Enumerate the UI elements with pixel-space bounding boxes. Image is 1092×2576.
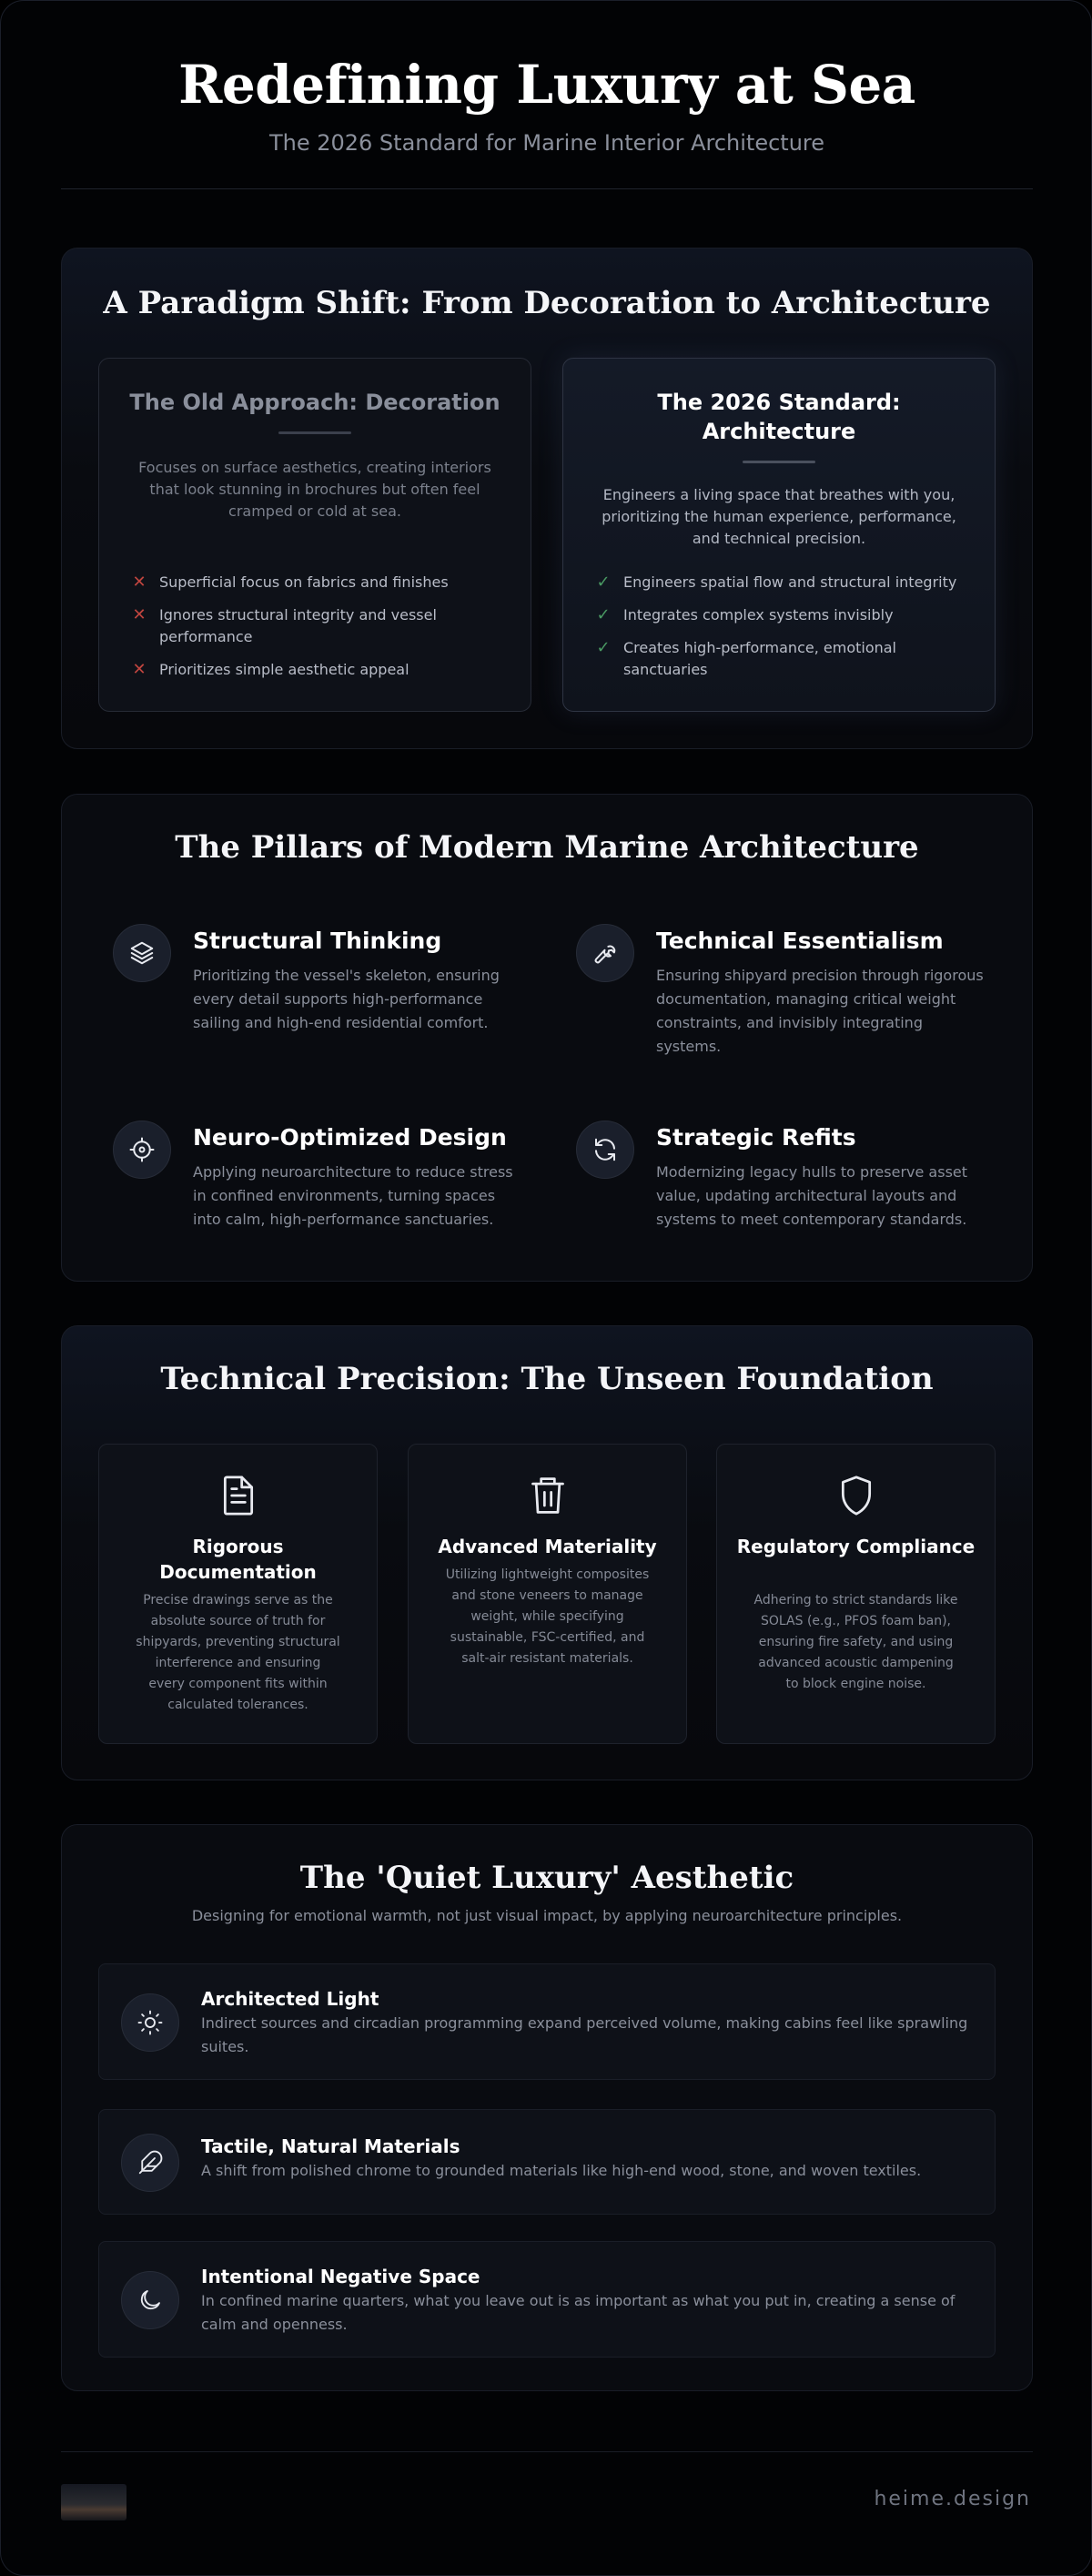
pillar-title: Strategic Refits (656, 1124, 856, 1151)
footer-divider (61, 2451, 1033, 2452)
list-item: ✕ Prioritizes simple aesthetic appeal (130, 659, 512, 681)
list-item: ✕ Ignores structural integrity and vessel performance (130, 604, 512, 648)
pillar-description: Modernizing legacy hulls to preserve asset value, updating architectural layouts and systems to meet contemporary standards. (656, 1163, 968, 1228)
aesthetic-item-description: Indirect sources and circadian programming expand perceived volume, making cabins feel like sprawling suites. (201, 2014, 968, 2055)
list-item: ✓ Integrates complex systems invisibly (594, 604, 976, 626)
tech-title: Regulatory Compliance (736, 1536, 976, 1557)
pillar-description: Applying neuroarchitecture to reduce stress in confined environments, turning spaces into calm, high-performance sanctuaries. (193, 1163, 513, 1228)
aesthetic-intro: Designing for emotional warmth, not just visual impact, by applying neuroarchitecture principles. (191, 1907, 903, 1924)
aesthetic-title: The 'Quiet Luxury' Aesthetic (299, 1860, 794, 1896)
pillar-title: Technical Essentialism (656, 928, 944, 954)
tech-title: Advanced Materiality (438, 1536, 657, 1557)
cross-icon: ✕ (132, 605, 147, 624)
footer-thumbnail (61, 2484, 126, 2520)
page-header (61, 1, 1033, 189)
paradigm-section (61, 248, 1033, 749)
divider (278, 431, 351, 434)
wrench-icon (576, 924, 634, 982)
document-icon (218, 1474, 258, 1517)
feather-icon (121, 2134, 179, 2192)
aesthetic-section (61, 1824, 1033, 2391)
brain-target-icon (113, 1121, 171, 1179)
pillar-title: Structural Thinking (193, 928, 442, 954)
pillars-section (61, 794, 1033, 1282)
pillars-title: The Pillars of Modern Marine Architecture (175, 829, 919, 866)
layers-icon (113, 924, 171, 982)
page-subtitle: The 2026 Standard for Marine Interior Architecture (268, 130, 825, 156)
new-standard-list (594, 572, 976, 692)
aesthetic-item-description: A shift from polished chrome to grounded materials like high-end wood, stone, and woven textiles. (201, 2162, 922, 2179)
old-approach-list (130, 572, 512, 692)
aesthetic-item-title: Architected Light (201, 1988, 379, 2010)
tech-description: Utilizing lightweight composites and stone veneers to manage weight, while specifying sustainable, FSC-certified, and salt-air resistant materials. (445, 1567, 650, 1666)
old-approach-description: Focuses on surface aesthetics, creating interiors that look stunning in brochures but often feel cramped or cold at sea. (138, 459, 491, 520)
divider (743, 461, 815, 463)
footer-brand: heime.design (874, 2488, 1031, 2510)
shield-icon (836, 1474, 876, 1517)
tech-card-compliance (716, 1444, 996, 1744)
tech-card-materiality (408, 1444, 687, 1744)
check-icon: ✓ (596, 638, 611, 657)
page-title: Redefining Luxury at Sea (178, 54, 915, 116)
new-standard-description: Engineers a living space that breathes with you, prioritizing the human experience, performance, and technical precision. (602, 486, 956, 547)
technical-title: Technical Precision: The Unseen Foundation (160, 1361, 934, 1397)
refresh-icon (576, 1121, 634, 1179)
aesthetic-item-title: Intentional Negative Space (201, 2266, 480, 2287)
aesthetic-item-description: In confined marine quarters, what you leave out is as important as what you put in, creating a sense of calm and openness. (201, 2292, 956, 2333)
new-standard-card (562, 358, 996, 712)
cross-icon: ✕ (132, 573, 147, 592)
aesthetic-item-light (98, 1963, 996, 2080)
new-standard-title: The 2026 Standard: Architecture (657, 390, 901, 444)
list-item: ✕ Superficial focus on fabrics and finishes (130, 572, 512, 593)
tech-description: Adhering to strict standards like SOLAS (e.g., PFOS foam ban), ensuring fire safety, and using advanced acoustic dampening to block engine noise. (753, 1593, 958, 1691)
technical-section (61, 1325, 1033, 1780)
tech-card-documentation (98, 1444, 378, 1744)
paradigm-title: A Paradigm Shift: From Decoration to Architecture (103, 285, 991, 321)
old-approach-title: The Old Approach: Decoration (129, 390, 500, 415)
aesthetic-item-materials (98, 2109, 996, 2215)
moon-icon (121, 2271, 179, 2329)
check-icon: ✓ (596, 573, 611, 592)
tech-description: Precise drawings serve as the absolute source of truth for shipyards, preventing structural interference and ensuring every component fits within calculated tolerances. (136, 1593, 340, 1712)
list-item: ✓ Engineers spatial flow and structural integrity (594, 572, 976, 593)
cross-icon: ✕ (132, 660, 147, 679)
pillar-description: Ensuring shipyard precision through rigorous documentation, managing critical weight constraints, and invisibly integrating systems. (656, 967, 984, 1055)
check-icon: ✓ (596, 605, 611, 624)
aesthetic-item-title: Tactile, Natural Materials (201, 2135, 460, 2157)
tech-title: Rigorous Documentation (159, 1536, 317, 1583)
pillar-description: Prioritizing the vessel's skeleton, ensuring every detail supports high-performance sailing and high-end residential comfort. (193, 967, 500, 1031)
trash-weight-icon (528, 1474, 568, 1517)
aesthetic-item-negative-space (98, 2241, 996, 2358)
list-item: ✓ Creates high-performance, emotional sanctuaries (594, 637, 976, 681)
sun-icon (121, 1993, 179, 2052)
pillar-title: Neuro-Optimized Design (193, 1124, 507, 1151)
old-approach-card (98, 358, 531, 712)
